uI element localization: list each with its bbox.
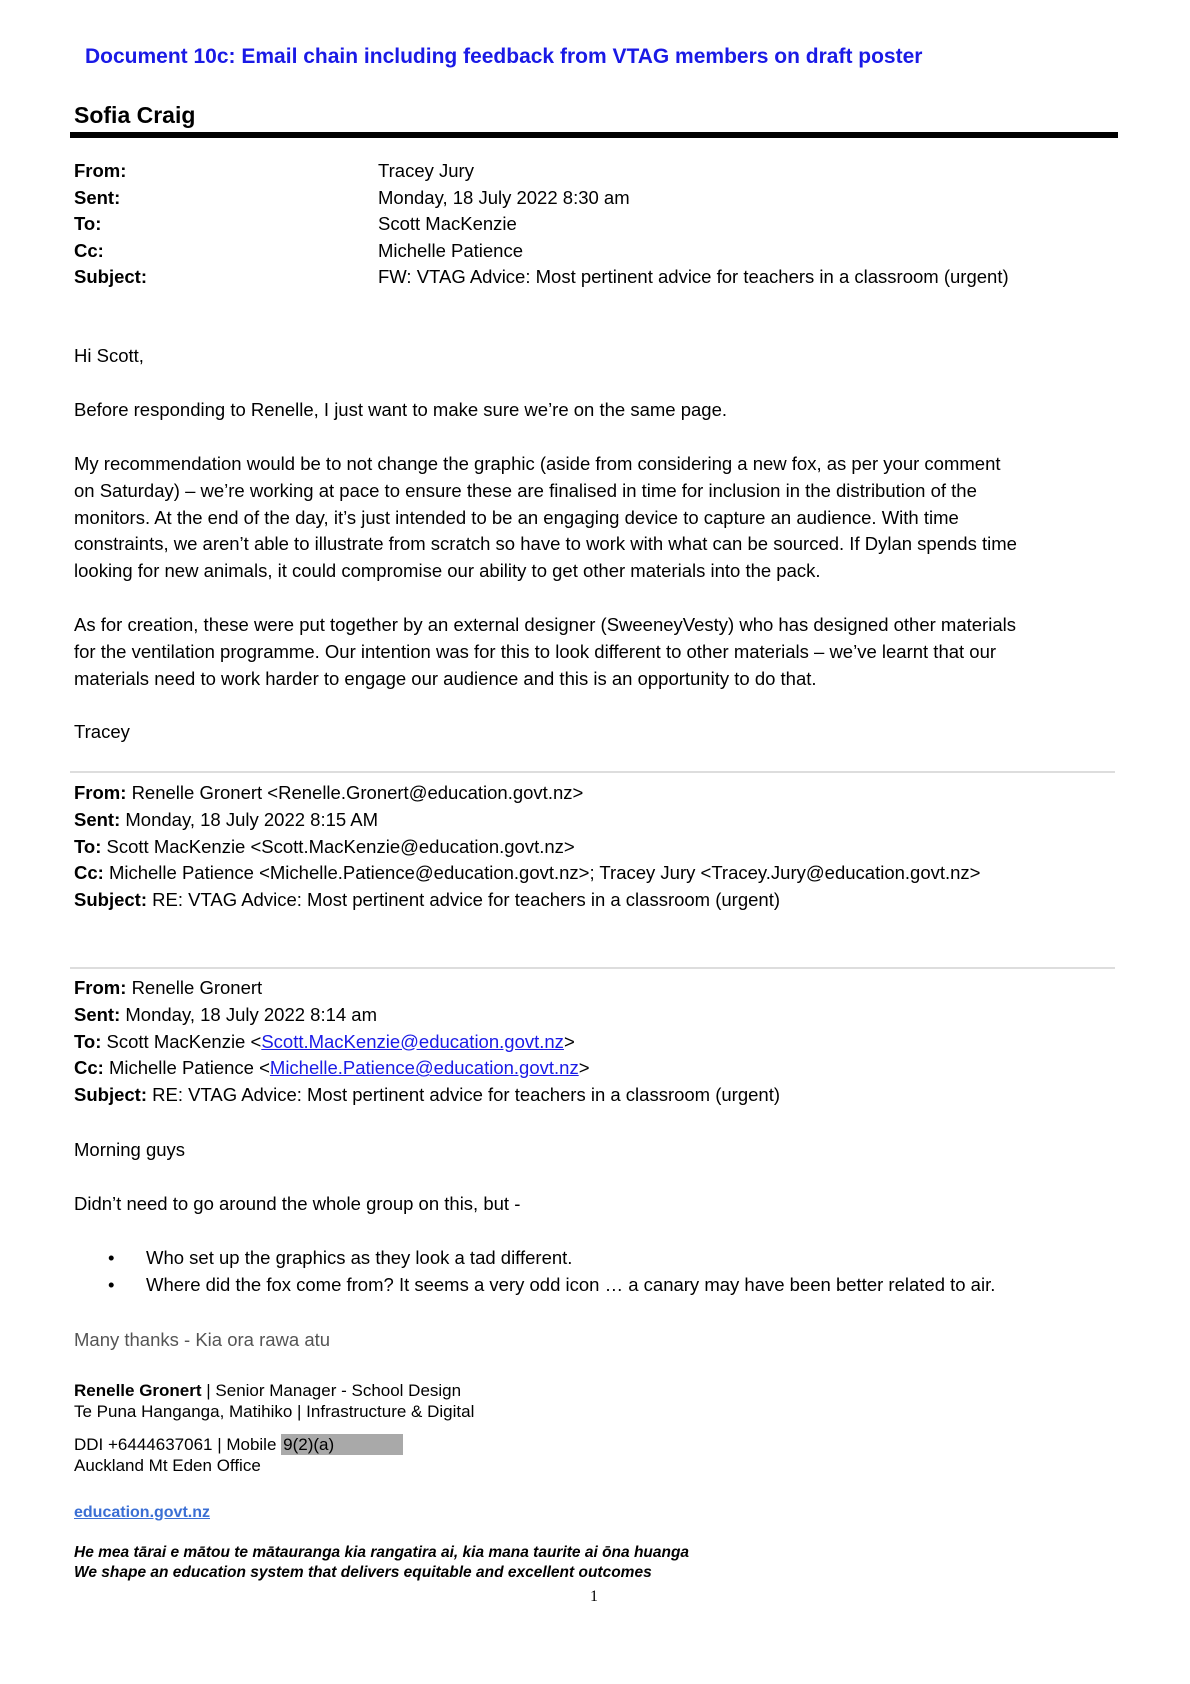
signoff: Tracey — [74, 721, 130, 742]
paragraph: Before responding to Renelle, I just want to make sure we’re on the same page. — [74, 399, 728, 420]
greeting: Hi Scott, — [74, 345, 144, 366]
from-value: Tracey Jury — [378, 160, 474, 181]
tagline-maori: He mea tārai e mātou te mātauranga kia rangatira ai, kia mana taurite ai ōna huanga — [74, 1544, 690, 1561]
to-value: Scott MacKenzie — [378, 213, 517, 235]
subject-label: Subject: — [74, 266, 147, 288]
document-title: Document 10c: Email chain including feedback from VTAG members on draft poster — [85, 45, 923, 68]
from-label: From: — [74, 977, 127, 998]
divider — [70, 967, 1115, 969]
header-divider — [70, 132, 1118, 138]
sig-title: | Senior Manager - School Design — [201, 1381, 462, 1400]
line: looking for new animals, it could compromise our ability to get other materials into the pack. — [74, 560, 821, 582]
cc-label: Cc: — [74, 239, 104, 261]
to-label: To: — [74, 835, 102, 857]
subject-value: RE: VTAG Advice: Most pertinent advice for teachers in a classroom (urgent) — [152, 1084, 781, 1106]
from-label: From: — [74, 782, 127, 803]
cc-name: Michelle Patience — [108, 1057, 254, 1079]
sig-office: Auckland Mt Eden Office — [74, 1456, 261, 1475]
line: constraints, we aren’t able to illustrate from scratch so have to work with what can be sourced. If Dylan spends time — [74, 533, 1017, 555]
line: materials need to work harder to engage our audience and this is an opportunity to do that. — [74, 667, 817, 689]
from-label: From: — [74, 160, 127, 181]
sent-value: Monday, 18 July 2022 8:30 am — [378, 186, 630, 208]
sent-label: Sent: — [74, 808, 121, 830]
sig-phone: DDI +6444637061 | Mobile — [74, 1435, 282, 1454]
cc-value: Michelle Patience <Michelle.Patience@education.govt.nz>; Tracey Jury <Tracey.Jury@education.govt.nz> — [108, 862, 981, 884]
to-name: Scott MacKenzie — [106, 1030, 246, 1052]
subject-label: Subject: — [74, 1084, 147, 1106]
redaction-box: 9(2)(a) — [281, 1434, 403, 1455]
thanks: Many thanks - Kia ora rawa atu — [74, 1329, 331, 1350]
paragraph: Didn’t need to go around the whole group on this, but - — [74, 1193, 521, 1214]
cc-email-link[interactable]: Michelle.Patience@education.govt.nz — [269, 1057, 579, 1079]
list-item: • Who set up the graphics as they look a tad different. — [74, 1245, 995, 1272]
email1-headers — [74, 158, 1009, 291]
list-item: • Where did the fox come from? It seems a very odd icon … a canary may have been better related to air. — [74, 1272, 995, 1299]
bullet-list — [74, 1245, 995, 1299]
subject-value: FW: VTAG Advice: Most pertinent advice for teachers in a classroom (urgent) — [378, 266, 1009, 288]
cc-label: Cc: — [74, 862, 104, 884]
paragraph — [74, 612, 1016, 692]
tagline-english: We shape an education system that delivers equitable and excellent outcomes — [74, 1563, 652, 1581]
cc-value: Michelle Patience — [378, 239, 523, 261]
page-number: 1 — [590, 1588, 598, 1605]
signature — [74, 1380, 474, 1523]
paragraph — [74, 451, 1017, 585]
sig-unit: Te Puna Hanganga, Matihiko | Infrastructure & Digital — [74, 1402, 475, 1421]
website-link[interactable]: education.govt.nz — [74, 1504, 210, 1521]
sent-value: Monday, 18 July 2022 8:14 am — [125, 1003, 378, 1025]
subject-label: Subject: — [74, 889, 147, 911]
email2-headers — [74, 780, 981, 914]
to-label: To: — [74, 213, 102, 235]
sent-label: Sent: — [74, 186, 121, 208]
line: on Saturday) – we’re working at pace to ensure these are finalised in time for inclusion in the distribution of the — [74, 479, 977, 501]
line: for the ventilation programme. Our intention was for this to look different to other materials – we’ve learnt that our — [74, 640, 997, 662]
line: monitors. At the end of the day, it’s just intended to be an engaging device to capture an audience. With time — [74, 506, 959, 528]
sent-label: Sent: — [74, 1003, 121, 1025]
greeting: Morning guys — [74, 1139, 186, 1160]
to-value: Scott MacKenzie <Scott.MacKenzie@education.govt.nz> — [106, 835, 575, 857]
line: As for creation, these were put together by an external designer (SweeneyVesty) who has designed other materials — [74, 614, 1016, 635]
from-value: Renelle Gronert — [131, 977, 263, 998]
sent-value: Monday, 18 July 2022 8:15 AM — [125, 808, 379, 830]
subject-value: RE: VTAG Advice: Most pertinent advice for teachers in a classroom (urgent) — [152, 889, 781, 911]
sig-name: Renelle Gronert — [74, 1381, 202, 1400]
mailbox-owner: Sofia Craig — [74, 102, 196, 128]
from-value: Renelle Gronert <Renelle.Gronert@education.govt.nz> — [131, 782, 584, 803]
to-label: To: — [74, 1030, 102, 1052]
cc-label: Cc: — [74, 1057, 104, 1079]
tagline — [74, 1543, 689, 1582]
email3-headers: From: Renelle Gronert Sent: Monday, 18 July 2022 8:14 am To: Scott MacKenzie <Scott.MacKenzie@education.govt.nz> Cc: Michelle Patience <Michelle.Patience@education.govt.nz> Subject: RE: VTAG Advice: Most pertinent advice for teachers in a classroom (urgent) — [74, 977, 781, 1106]
to-email-link[interactable]: Scott.MacKenzie@education.govt.nz — [261, 1030, 564, 1052]
divider — [70, 771, 1115, 773]
line: My recommendation would be to not change the graphic (aside from considering a new fox, as per your comment — [74, 453, 1001, 474]
